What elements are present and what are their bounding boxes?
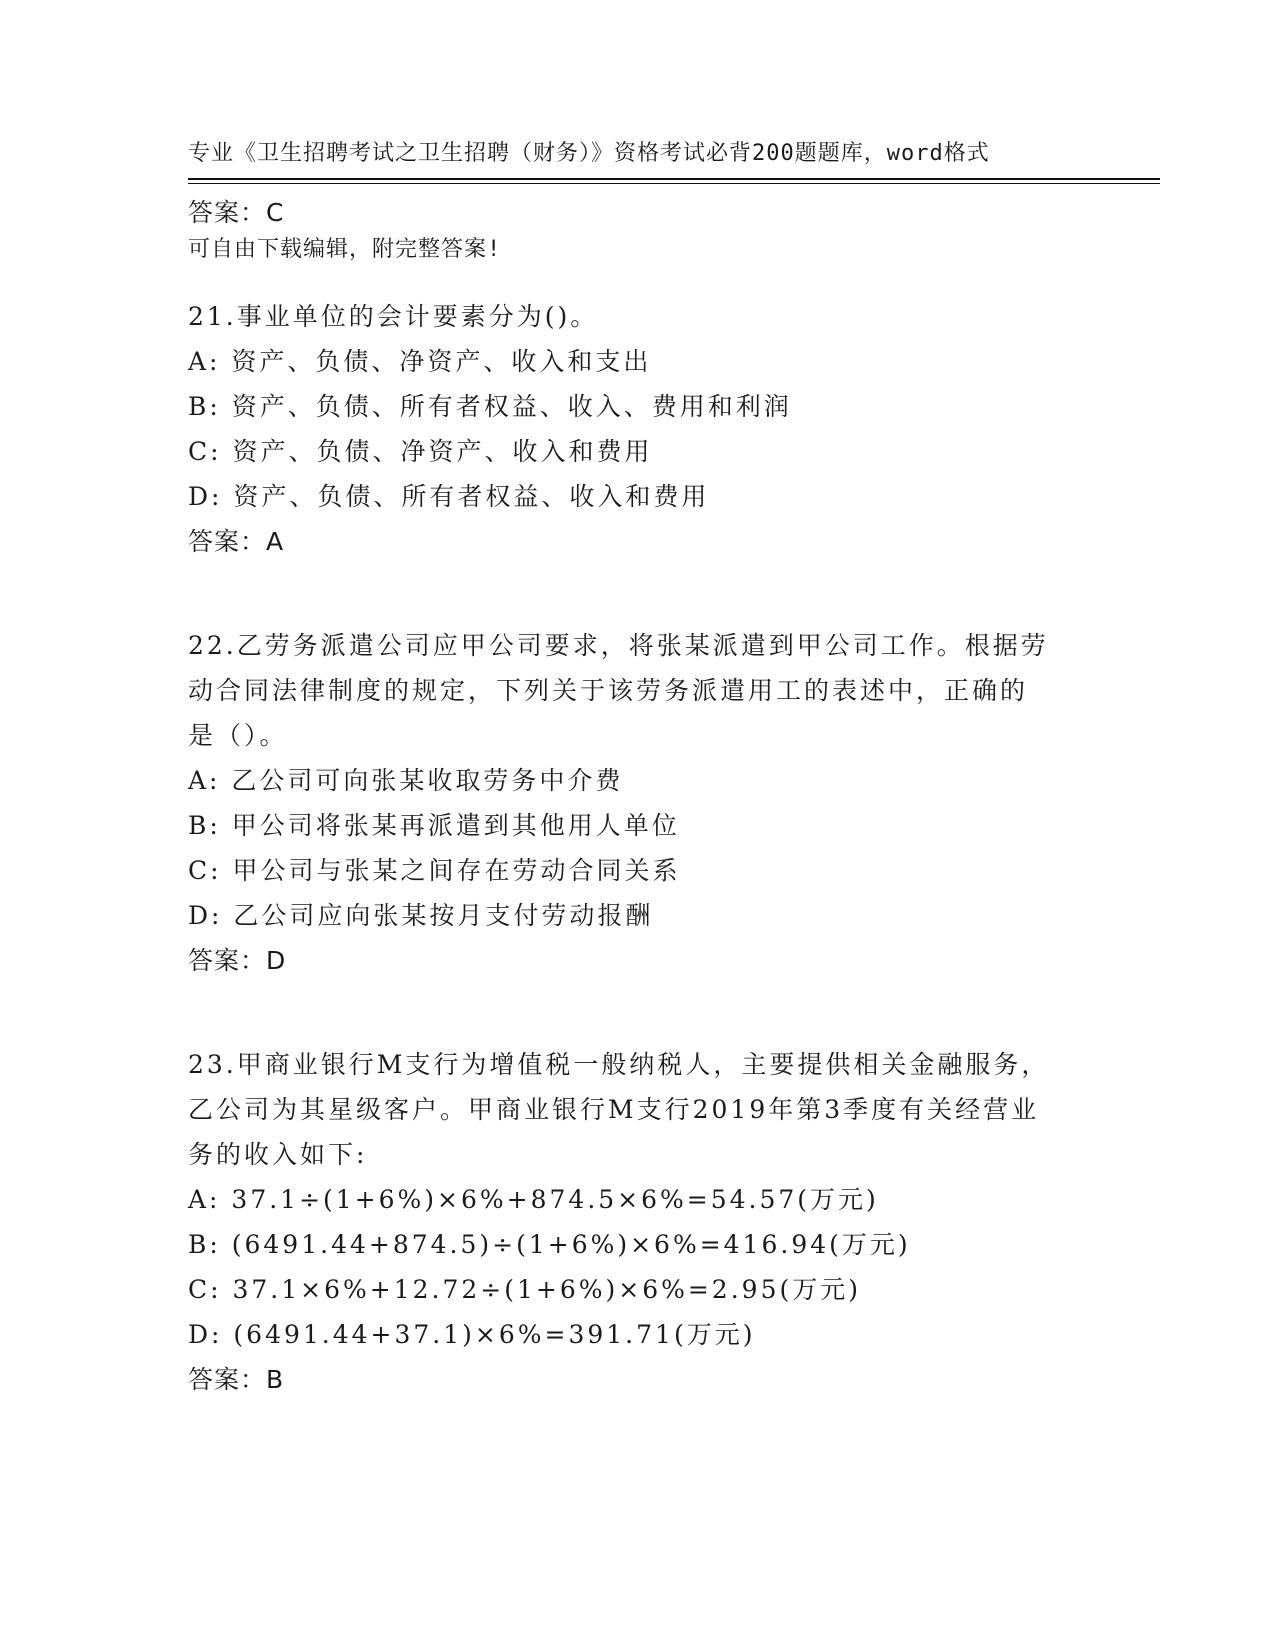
option-c: C: 甲公司与张某之间存在劳动合同关系	[188, 856, 681, 885]
option-d: D: 资产、负债、所有者权益、收入和费用	[188, 482, 710, 511]
option-a: A: 乙公司可向张某收取劳务中介费	[188, 766, 624, 795]
option-b: B: 资产、负债、所有者权益、收入、费用和利润	[188, 392, 792, 421]
header-line-2: 可自由下载编辑，附完整答案!	[188, 237, 502, 262]
question-stem-line-3: 是（）。	[188, 721, 288, 750]
option-b: B: 甲公司将张某再派遣到其他用人单位	[188, 811, 680, 840]
question-stem: 21.事业单位的会计要素分为()。	[188, 302, 599, 331]
question-stem-line-2: 乙公司为其星级客户。甲商业银行M支行2019年第3季度有关经营业	[188, 1095, 1040, 1124]
question-stem-line-3: 务的收入如下:	[188, 1140, 368, 1169]
option-c: C: 资产、负债、净资产、收入和费用	[188, 437, 653, 466]
option-d: D: 乙公司应向张某按月支付劳动报酬	[188, 901, 654, 930]
answer-line: 答案：C	[188, 198, 285, 227]
header-divider-thin	[188, 183, 1160, 184]
question-stem-line-2: 动合同法律制度的规定，下列关于该劳务派遣用工的表述中，正确的	[188, 676, 1029, 705]
question-21	[188, 294, 1088, 565]
option-d: D: (6491.44+37.1)×6%=391.71(万元)	[188, 1320, 756, 1349]
option-b: B: (6491.44+874.5)÷(1+6%)×6%=416.94(万元)	[188, 1230, 911, 1259]
question-22	[188, 623, 1088, 984]
header-divider-thick	[188, 178, 1160, 180]
question-stem-line-1: 23.甲商业银行M支行为增值税一般纳税人，主要提供相关金融服务，	[188, 1050, 1050, 1079]
question-list	[188, 190, 1088, 1403]
option-a: A: 资产、负债、净资产、收入和支出	[188, 347, 652, 376]
option-c: C: 37.1×6%+12.72÷(1+6%)×6%=2.95(万元)	[188, 1275, 861, 1304]
answer-line: 答案：A	[188, 527, 285, 556]
header-line-1: 专业《卫生招聘考试之卫生招聘（财务）》资格考试必背200题题库，word格式	[188, 141, 990, 166]
answer-line: 答案：D	[188, 946, 287, 975]
question-stem-line-1: 22.乙劳务派遣公司应甲公司要求，将张某派遣到甲公司工作。根据劳	[188, 631, 1049, 660]
question-23	[188, 1042, 1088, 1403]
option-a: A: 37.1÷(1+6%)×6%+874.5×6%=54.57(万元)	[188, 1185, 879, 1214]
answer-line: 答案：B	[188, 1365, 285, 1394]
